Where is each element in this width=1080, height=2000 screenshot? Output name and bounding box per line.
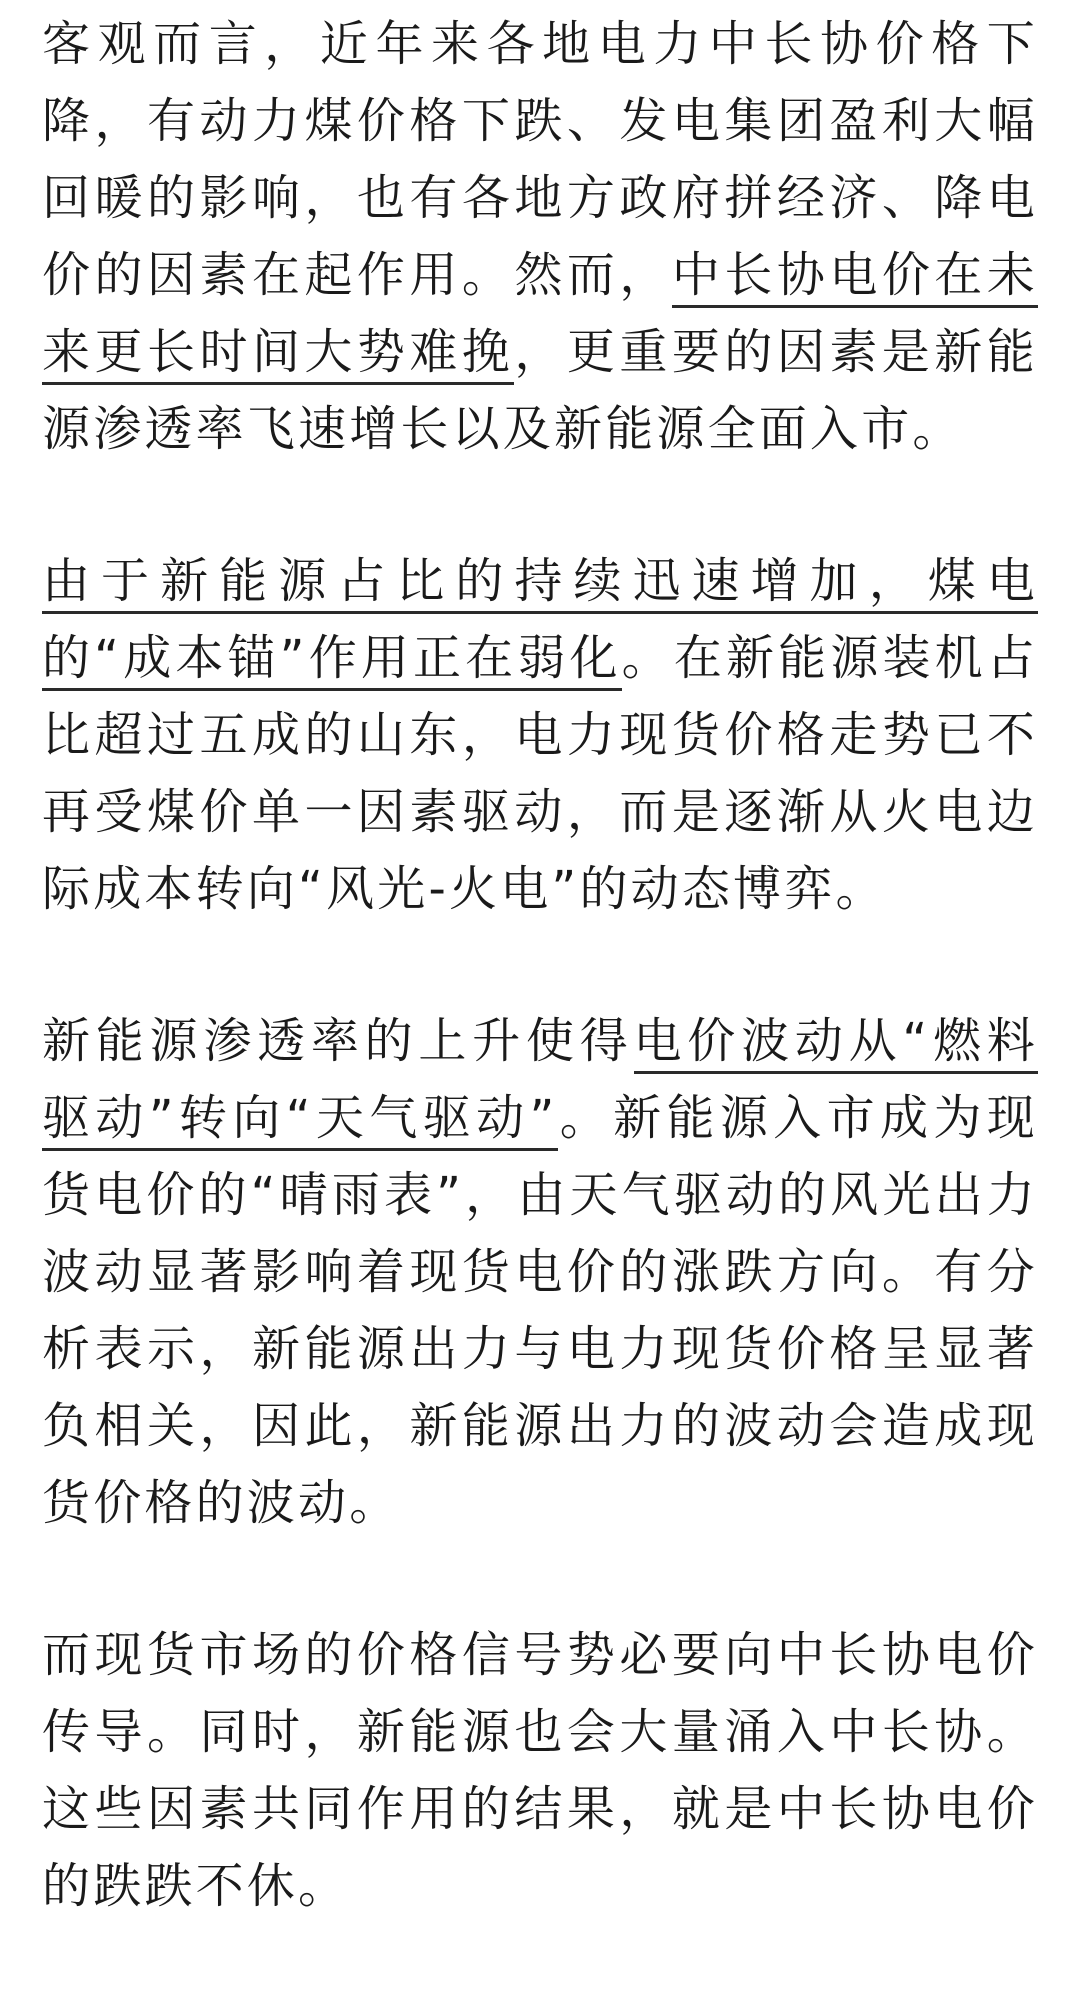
paragraph-2-text-tail: 。在新能源装机占比超过五成的山东，电力现货价格走势已不再受煤价单一因素驱动，而是逐渐从火电边际成本转向“风光-火电”的动态博弈。 xyxy=(42,630,1038,917)
paragraph-3-text-tail: 。新能源入市成为现货电价的“晴雨表”，由天气驱动的风光出力波动显著影响着现货电价的涨跌方向。有分析表示，新能源出力与电力现货价格呈显著负相关，因此，新能源出力的波动会造成现货价格的波动。 xyxy=(42,1090,1038,1531)
paragraph-4-text: 而现货市场的价格信号势必要向中长协电价传导。同时，新能源也会大量涌入中长协。这些因素共同作用的结果，就是中长协电价的跌跌不休。 xyxy=(42,1627,1038,1914)
paragraph-3 xyxy=(42,1003,1038,1542)
paragraph-2-underlined-text: 由于新能源占比的持续迅速增加，煤电的“成本锚”作用正在弱化 xyxy=(42,553,1038,691)
paragraph-1-underlined-text: 中长协电价在未来更长时间大势难挽 xyxy=(42,247,1038,385)
paragraph-1-text-tail: ，更重要的因素是新能源渗透率飞速增长以及新能源全面入市。 xyxy=(42,324,1038,457)
paragraph-2 xyxy=(42,543,1038,928)
paragraph-3-text: 新能源渗透率的上升使得 xyxy=(42,1013,634,1069)
paragraph-1 xyxy=(42,6,1038,468)
paragraph-1-text: 客观而言，近年来各地电力中长协价格下降，有动力煤价格下跌、发电集团盈利大幅回暖的影响，也有各地方政府拼经济、降电价的因素在起作用。然而， xyxy=(42,16,1038,303)
paragraph-4 xyxy=(42,1617,1038,1925)
paragraph-3-underlined-text: 电价波动从“燃料驱动”转向“天气驱动” xyxy=(42,1013,1038,1151)
